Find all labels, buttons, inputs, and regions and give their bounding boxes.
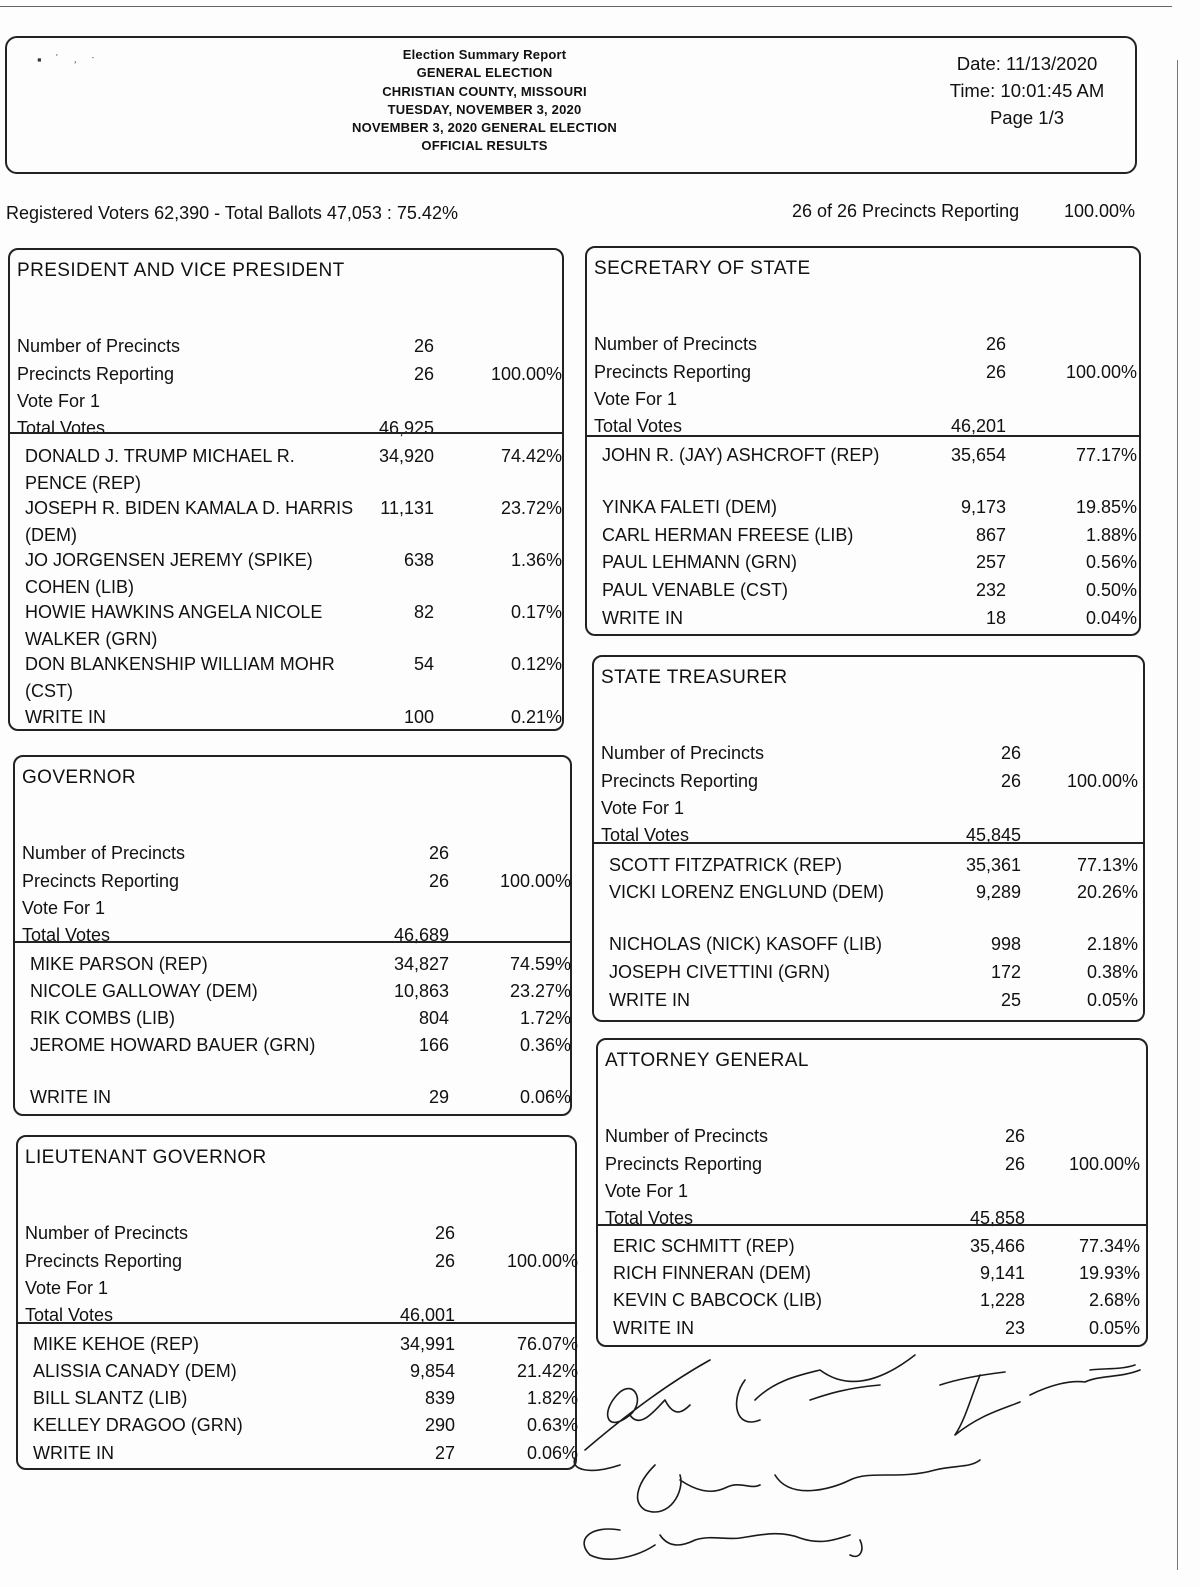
precincts-reporting-summary: 26 of 26 Precincts Reporting <box>792 201 1020 221</box>
candidate-name: CARL HERMAN FREESE (LIB) <box>602 525 854 545</box>
official-signatures <box>560 1340 1160 1580</box>
candidate-name: RICH FINNERAN (DEM) <box>613 1263 811 1283</box>
meta-value: 46,925 <box>378 418 434 438</box>
county-name: CHRISTIAN COUNTY, MISSOURI <box>382 83 587 99</box>
contest-title: STATE TREASURER <box>601 667 788 688</box>
meta-percent: 100.00% <box>1066 771 1138 791</box>
meta-row-reporting <box>17 364 562 392</box>
candidate-votes: 867 <box>975 525 1006 545</box>
candidate-percent: 0.56% <box>1085 552 1137 572</box>
results-status: OFFICIAL RESULTS <box>421 138 548 154</box>
meta-row-reporting <box>594 362 1139 390</box>
meta-label: Vote For 1 <box>25 1278 109 1298</box>
meta-row-total-votes <box>605 1208 1146 1236</box>
meta-label: Total Votes <box>601 825 690 845</box>
report-time: Time: 10:01:45 AM <box>949 80 1105 101</box>
candidate-name: WRITE IN <box>602 608 683 628</box>
candidate-percent: 0.06% <box>519 1087 571 1107</box>
candidate-name: KEVIN C BABCOCK (LIB) <box>613 1290 823 1310</box>
meta-row-num-precincts <box>17 336 562 364</box>
contest-secretary-of-state <box>585 246 1141 636</box>
candidate-votes: 18 <box>985 608 1006 628</box>
contest-state-treasurer <box>592 655 1145 1022</box>
candidate-percent: 0.05% <box>1086 990 1138 1010</box>
candidate-name: DON BLANKENSHIP WILLIAM MOHR (CST) <box>25 654 335 701</box>
meta-label: Vote For 1 <box>17 391 101 411</box>
meta-label: Number of Precincts <box>605 1126 769 1146</box>
report-title-block <box>307 46 662 156</box>
candidate-name: JEROME HOWARD BAUER (GRN) <box>30 1035 316 1055</box>
meta-value: 26 <box>985 334 1006 354</box>
candidate-percent: 21.42% <box>516 1361 578 1381</box>
top-rule <box>0 6 1172 7</box>
meta-label: Total Votes <box>605 1208 694 1228</box>
candidate-percent: 2.18% <box>1086 934 1138 954</box>
meta-value: 26 <box>1004 1154 1025 1174</box>
meta-row-vote-for <box>594 389 1139 417</box>
meta-value: 26 <box>413 336 434 356</box>
contest-governor <box>13 755 572 1116</box>
candidate-percent: 77.34% <box>1078 1236 1140 1256</box>
candidate-percent: 1.36% <box>510 550 562 570</box>
candidate-name: MIKE PARSON (REP) <box>30 954 208 974</box>
meta-value: 45,845 <box>965 825 1021 845</box>
contest-title: PRESIDENT AND VICE PRESIDENT <box>17 260 345 281</box>
contest-title: LIEUTENANT GOVERNOR <box>25 1147 267 1168</box>
candidate-name: PAUL LEHMANN (GRN) <box>602 552 798 572</box>
candidate-votes: 27 <box>434 1443 455 1463</box>
contest-attorney-general <box>596 1038 1148 1347</box>
meta-row-vote-for <box>17 391 562 419</box>
report-meta <box>927 50 1127 131</box>
candidate-votes: 1,228 <box>979 1290 1025 1310</box>
candidate-votes: 257 <box>975 552 1006 572</box>
meta-percent: 100.00% <box>1068 1154 1140 1174</box>
meta-row-num-precincts <box>22 843 570 871</box>
contest-title: GOVERNOR <box>22 767 137 788</box>
candidate-name: BILL SLANTZ (LIB) <box>33 1388 188 1408</box>
candidate-percent: 76.07% <box>516 1334 578 1354</box>
candidate-votes: 166 <box>418 1035 449 1055</box>
candidate-name: ALISSIA CANADY (DEM) <box>33 1361 237 1381</box>
candidate-votes: 9,289 <box>975 882 1021 902</box>
candidate-percent: 20.26% <box>1076 882 1138 902</box>
candidate-percent: 0.50% <box>1085 580 1137 600</box>
candidate-votes: 9,854 <box>409 1361 455 1381</box>
candidate-name: PAUL VENABLE (CST) <box>602 580 789 600</box>
candidate-name: NICHOLAS (NICK) KASOFF (LIB) <box>609 934 883 954</box>
meta-value: 26 <box>428 871 449 891</box>
contest-president-and-vice-president <box>8 248 564 731</box>
candidate-name: JOSEPH R. BIDEN KAMALA D. HARRIS (DEM) <box>25 498 354 545</box>
meta-label: Number of Precincts <box>17 336 181 356</box>
candidate-percent: 74.59% <box>509 954 571 974</box>
meta-row-vote-for <box>605 1181 1146 1209</box>
meta-value: 26 <box>413 364 434 384</box>
candidate-percent: 23.72% <box>500 498 562 518</box>
meta-value: 26 <box>434 1251 455 1271</box>
candidate-percent: 74.42% <box>500 446 562 466</box>
candidate-percent: 1.82% <box>526 1388 578 1408</box>
contest-divider <box>594 842 1143 844</box>
meta-label: Vote For 1 <box>22 898 106 918</box>
candidate-votes: 10,863 <box>393 981 449 1001</box>
meta-value: 45,858 <box>969 1208 1025 1228</box>
candidate-name: JO JORGENSEN JEREMY (SPIKE) COHEN (LIB) <box>25 550 313 597</box>
meta-label: Total Votes <box>25 1305 114 1325</box>
meta-label: Number of Precincts <box>601 743 765 763</box>
report-title: Election Summary Report <box>402 47 567 62</box>
candidate-percent: 77.13% <box>1076 855 1138 875</box>
candidate-name: HOWIE HAWKINS ANGELA NICOLE WALKER (GRN) <box>25 602 323 649</box>
candidate-percent: 0.17% <box>510 602 562 622</box>
candidate-percent: 77.17% <box>1075 445 1137 465</box>
candidate-percent: 0.21% <box>510 707 562 727</box>
candidate-votes: 54 <box>413 654 434 674</box>
meta-label: Vote For 1 <box>594 389 678 409</box>
meta-value: 26 <box>985 362 1006 382</box>
meta-label: Vote For 1 <box>601 798 685 818</box>
right-edge-rule <box>1177 60 1178 1570</box>
candidate-percent: 0.36% <box>519 1035 571 1055</box>
candidate-name: ERIC SCHMITT (REP) <box>613 1236 795 1256</box>
candidate-votes: 9,173 <box>960 497 1006 517</box>
candidate-percent: 1.88% <box>1085 525 1137 545</box>
candidate-name: MIKE KEHOE (REP) <box>33 1334 200 1354</box>
candidate-percent: 19.93% <box>1078 1263 1140 1283</box>
candidate-votes: 34,920 <box>378 446 434 466</box>
candidate-percent: 23.27% <box>509 981 571 1001</box>
candidate-name: WRITE IN <box>30 1087 111 1107</box>
contest-title: SECRETARY OF STATE <box>594 258 811 279</box>
candidate-name: WRITE IN <box>33 1443 114 1463</box>
contest-divider <box>598 1224 1146 1226</box>
candidate-percent: 0.63% <box>526 1415 578 1435</box>
signatures-image <box>560 1340 1160 1580</box>
candidate-percent: 0.12% <box>510 654 562 674</box>
candidate-name: KELLEY DRAGOO (GRN) <box>33 1415 243 1435</box>
contest-divider <box>587 435 1139 437</box>
meta-label: Total Votes <box>594 416 683 436</box>
candidate-votes: 82 <box>413 602 434 622</box>
candidate-name: RIK COMBS (LIB) <box>30 1008 176 1028</box>
meta-value: 26 <box>434 1223 455 1243</box>
candidate-votes: 804 <box>418 1008 449 1028</box>
election-full-name: NOVEMBER 3, 2020 GENERAL ELECTION <box>352 120 617 136</box>
candidate-percent: 0.05% <box>1088 1318 1140 1338</box>
meta-percent: 100.00% <box>1065 362 1137 382</box>
candidate-votes: 11,131 <box>380 498 434 518</box>
candidate-votes: 35,654 <box>950 445 1006 465</box>
meta-label: Total Votes <box>22 925 111 945</box>
candidate-name: SCOTT FITZPATRICK (REP) <box>609 855 842 875</box>
registered-voters-summary: Registered Voters 62,390 - Total Ballots 47,053 : 75.42% <box>6 203 458 223</box>
meta-value: 26 <box>1000 743 1021 763</box>
meta-label: Number of Precincts <box>594 334 758 354</box>
meta-value: 46,001 <box>399 1305 455 1325</box>
contest-divider <box>10 432 562 434</box>
candidate-name: NICOLE GALLOWAY (DEM) <box>30 981 258 1001</box>
candidate-name: JOHN R. (JAY) ASHCROFT (REP) <box>602 445 880 465</box>
meta-label: Precincts Reporting <box>22 871 180 891</box>
report-header <box>5 36 1137 174</box>
meta-row-reporting <box>601 771 1143 799</box>
candidate-name: WRITE IN <box>609 990 690 1010</box>
candidate-votes: 34,991 <box>399 1334 455 1354</box>
meta-percent: 100.00% <box>490 364 562 384</box>
candidate-percent: 1.72% <box>519 1008 571 1028</box>
election-name: GENERAL ELECTION <box>416 65 553 81</box>
meta-label: Precincts Reporting <box>601 771 759 791</box>
meta-label: Precincts Reporting <box>605 1154 763 1174</box>
contest-divider <box>15 941 570 943</box>
meta-percent: 100.00% <box>506 1251 578 1271</box>
meta-row-num-precincts <box>594 334 1139 362</box>
meta-row-num-precincts <box>601 743 1143 771</box>
candidate-votes: 172 <box>990 962 1021 982</box>
meta-value: 46,689 <box>393 925 449 945</box>
meta-row-total-votes <box>594 416 1139 444</box>
meta-row-reporting <box>605 1154 1146 1182</box>
election-date: TUESDAY, NOVEMBER 3, 2020 <box>387 101 582 117</box>
meta-label: Vote For 1 <box>605 1181 689 1201</box>
candidate-name: VICKI LORENZ ENGLUND (DEM) <box>609 882 885 902</box>
contest-title: ATTORNEY GENERAL <box>605 1050 809 1071</box>
candidate-votes: 9,141 <box>979 1263 1025 1283</box>
candidate-percent: 19.85% <box>1075 497 1137 517</box>
meta-percent: 100.00% <box>499 871 571 891</box>
candidate-votes: 998 <box>990 934 1021 954</box>
meta-value: 26 <box>1004 1126 1025 1146</box>
candidate-votes: 232 <box>975 580 1006 600</box>
meta-label: Precincts Reporting <box>25 1251 183 1271</box>
precincts-reporting-percent: 100.00% <box>1064 201 1136 221</box>
candidate-votes: 100 <box>403 707 434 727</box>
meta-label: Precincts Reporting <box>17 364 175 384</box>
meta-row-vote-for <box>601 798 1143 826</box>
candidate-votes: 34,827 <box>393 954 449 974</box>
contest-lieutenant-governor <box>16 1135 577 1470</box>
page-number: Page 1/3 <box>989 107 1065 128</box>
candidate-name: JOSEPH CIVETTINI (GRN) <box>609 962 831 982</box>
meta-row-vote-for <box>22 898 570 926</box>
meta-row-reporting <box>25 1251 578 1279</box>
meta-row-total-votes <box>601 825 1143 853</box>
candidate-votes: 290 <box>424 1415 455 1435</box>
candidate-votes: 839 <box>424 1388 455 1408</box>
candidate-name: WRITE IN <box>25 707 106 727</box>
meta-row-vote-for <box>25 1278 575 1306</box>
candidate-votes: 638 <box>403 550 434 570</box>
meta-row-reporting <box>22 871 570 899</box>
candidate-votes: 35,466 <box>969 1236 1025 1256</box>
meta-row-num-precincts <box>25 1223 575 1251</box>
meta-label: Precincts Reporting <box>594 362 752 382</box>
meta-label: Number of Precincts <box>22 843 186 863</box>
report-date: Date: 11/13/2020 <box>956 53 1098 74</box>
candidate-percent: 0.04% <box>1085 608 1137 628</box>
candidate-percent: 2.68% <box>1088 1290 1140 1310</box>
candidate-name: YINKA FALETI (DEM) <box>602 497 778 517</box>
scan-specks: ▪ ˙ ˒ ˑ <box>37 52 100 67</box>
candidate-votes: 29 <box>428 1087 449 1107</box>
candidate-percent: 0.38% <box>1086 962 1138 982</box>
candidate-percent: 0.06% <box>526 1443 578 1463</box>
contest-divider <box>18 1322 575 1324</box>
meta-row-total-votes <box>22 925 570 953</box>
meta-value: 46,201 <box>950 416 1006 436</box>
meta-row-num-precincts <box>605 1126 1146 1154</box>
candidate-votes: 25 <box>1000 990 1021 1010</box>
meta-label: Number of Precincts <box>25 1223 189 1243</box>
meta-row-total-votes <box>25 1305 575 1333</box>
candidate-votes: 23 <box>1004 1318 1025 1338</box>
meta-value: 26 <box>428 843 449 863</box>
meta-label: Total Votes <box>17 418 106 438</box>
candidate-name: DONALD J. TRUMP MICHAEL R. PENCE (REP) <box>25 446 295 493</box>
meta-value: 26 <box>1000 771 1021 791</box>
candidate-votes: 35,361 <box>965 855 1021 875</box>
candidate-name: WRITE IN <box>613 1318 694 1338</box>
